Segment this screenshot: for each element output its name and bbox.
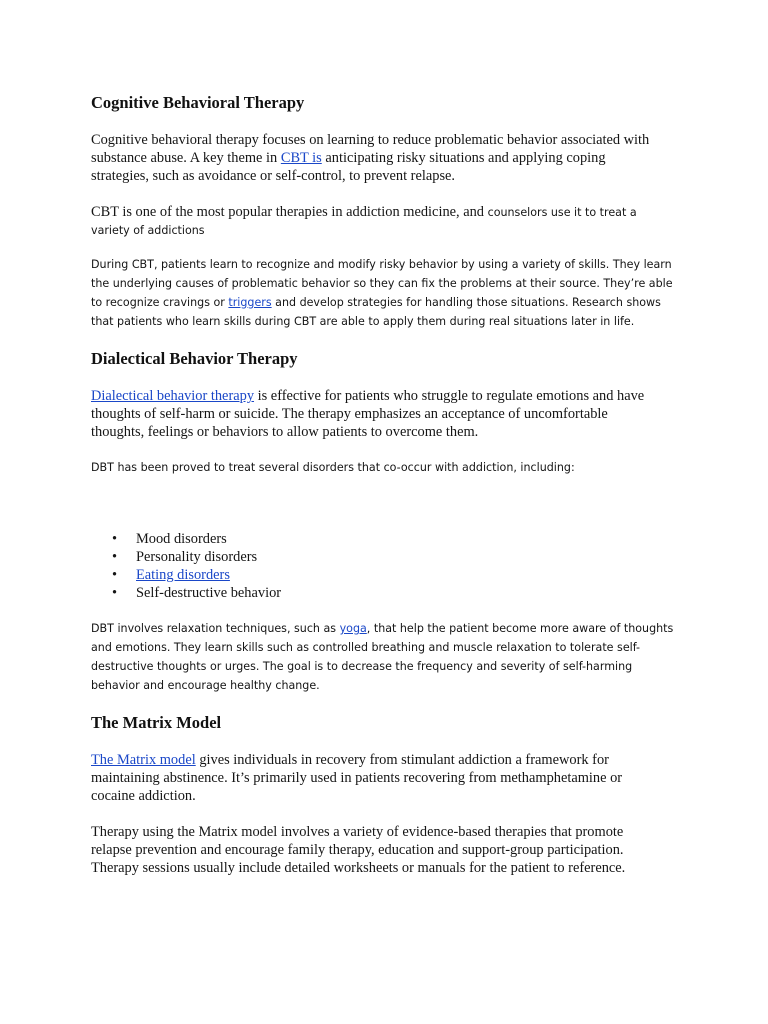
list-item [110,566,281,584]
list-item: • Self-destructive behavior [112,585,282,601]
text-line: The Matrix model gives individuals in recovery from stimulant addiction a framework for [91,752,609,768]
text-line: relapse prevention and encourage family therapy, education and support-group participation. [91,842,624,858]
disorders-list [110,530,281,602]
text-line: and emotions. They learn skills such as controlled breathing and muscle relaxation to tolerate self- [91,641,641,654]
text-line: strategies, such as avoidance or self-control, to prevent relapse. [91,168,456,184]
bullet-icon: • [112,567,118,583]
text-line: the underlying causes of problematic behavior so they can fix the problems at their source. They’re able [91,277,673,290]
heading-dbt: Dialectical Behavior Therapy [91,349,298,368]
heading-matrix: The Matrix Model [91,713,222,732]
bullet-icon: • [112,531,118,547]
text-line: to recognize cravings or triggers and develop strategies for handling those situations. Research shows [91,296,661,309]
eating-disorders-link[interactable]: Eating disorders [136,567,230,583]
text-line: variety of addictions [91,224,205,237]
cbt-is-link[interactable]: CBT is [280,150,322,166]
text-line: cocaine addiction. [91,788,196,804]
yoga-link[interactable]: yoga [339,622,367,635]
bullet-icon: • [112,549,118,565]
cbt-paragraph-3 [91,255,691,331]
text-line: thoughts of self-harm or suicide. The therapy emphasizes an acceptance of uncomfortable [91,406,608,422]
cbt-paragraph-1 [91,131,671,185]
cbt-paragraph-2 [91,203,671,240]
text-line: that patients who learn skills during CBT are able to apply them during real situations later in life. [91,315,635,328]
text-line: Dialectical behavior therapy is effective for patients who struggle to regulate emotions and have [91,388,645,404]
text-line: Cognitive behavioral therapy focuses on learning to reduce problematic behavior associated with [91,132,650,148]
text-line: Therapy using the Matrix model involves a variety of evidence-based therapies that promote [91,824,624,840]
dbt-paragraph-2 [91,458,691,477]
triggers-link[interactable]: triggers [228,296,272,309]
text-line: During CBT, patients learn to recognize and modify risky behavior by using a variety of skills. They learn [91,258,672,271]
list-item: • Mood disorders [112,531,227,547]
text-line: maintaining abstinence. It’s primarily used in patients recovering from methamphetamine or [91,770,623,786]
text-line: thoughts, feelings or behaviors to allow patients to overcome them. [91,424,479,440]
dbt-paragraph-3 [91,619,691,695]
text-line: CBT is one of the most popular therapies in addiction medicine, and counselors use it to treat a [91,204,637,220]
text-line: substance abuse. A key theme in CBT is anticipating risky situations and applying coping [91,150,606,166]
text-line: DBT involves relaxation techniques, such as yoga, that help the patient become more aware of thoughts [91,622,674,635]
text-line: Therapy sessions usually include detailed worksheets or manuals for the patient to reference. [91,860,626,876]
dbt-paragraph-1 [91,387,671,441]
heading-cbt: Cognitive Behavioral Therapy [91,93,305,112]
text-line: DBT has been proved to treat several disorders that co-occur with addiction, including: [91,461,575,474]
text-line: behavior and encourage healthy change. [91,679,320,692]
matrix-paragraph-2 [91,823,671,877]
dialectical-behavior-therapy-link[interactable]: Dialectical behavior therapy [91,388,255,404]
matrix-paragraph-1 [91,751,671,805]
matrix-model-link[interactable]: The Matrix model [91,752,196,768]
text-line: destructive thoughts or urges. The goal is to decrease the frequency and severity of self-harming [91,660,633,673]
bullet-icon: • [112,585,118,601]
list-item: • Personality disorders [112,549,258,565]
